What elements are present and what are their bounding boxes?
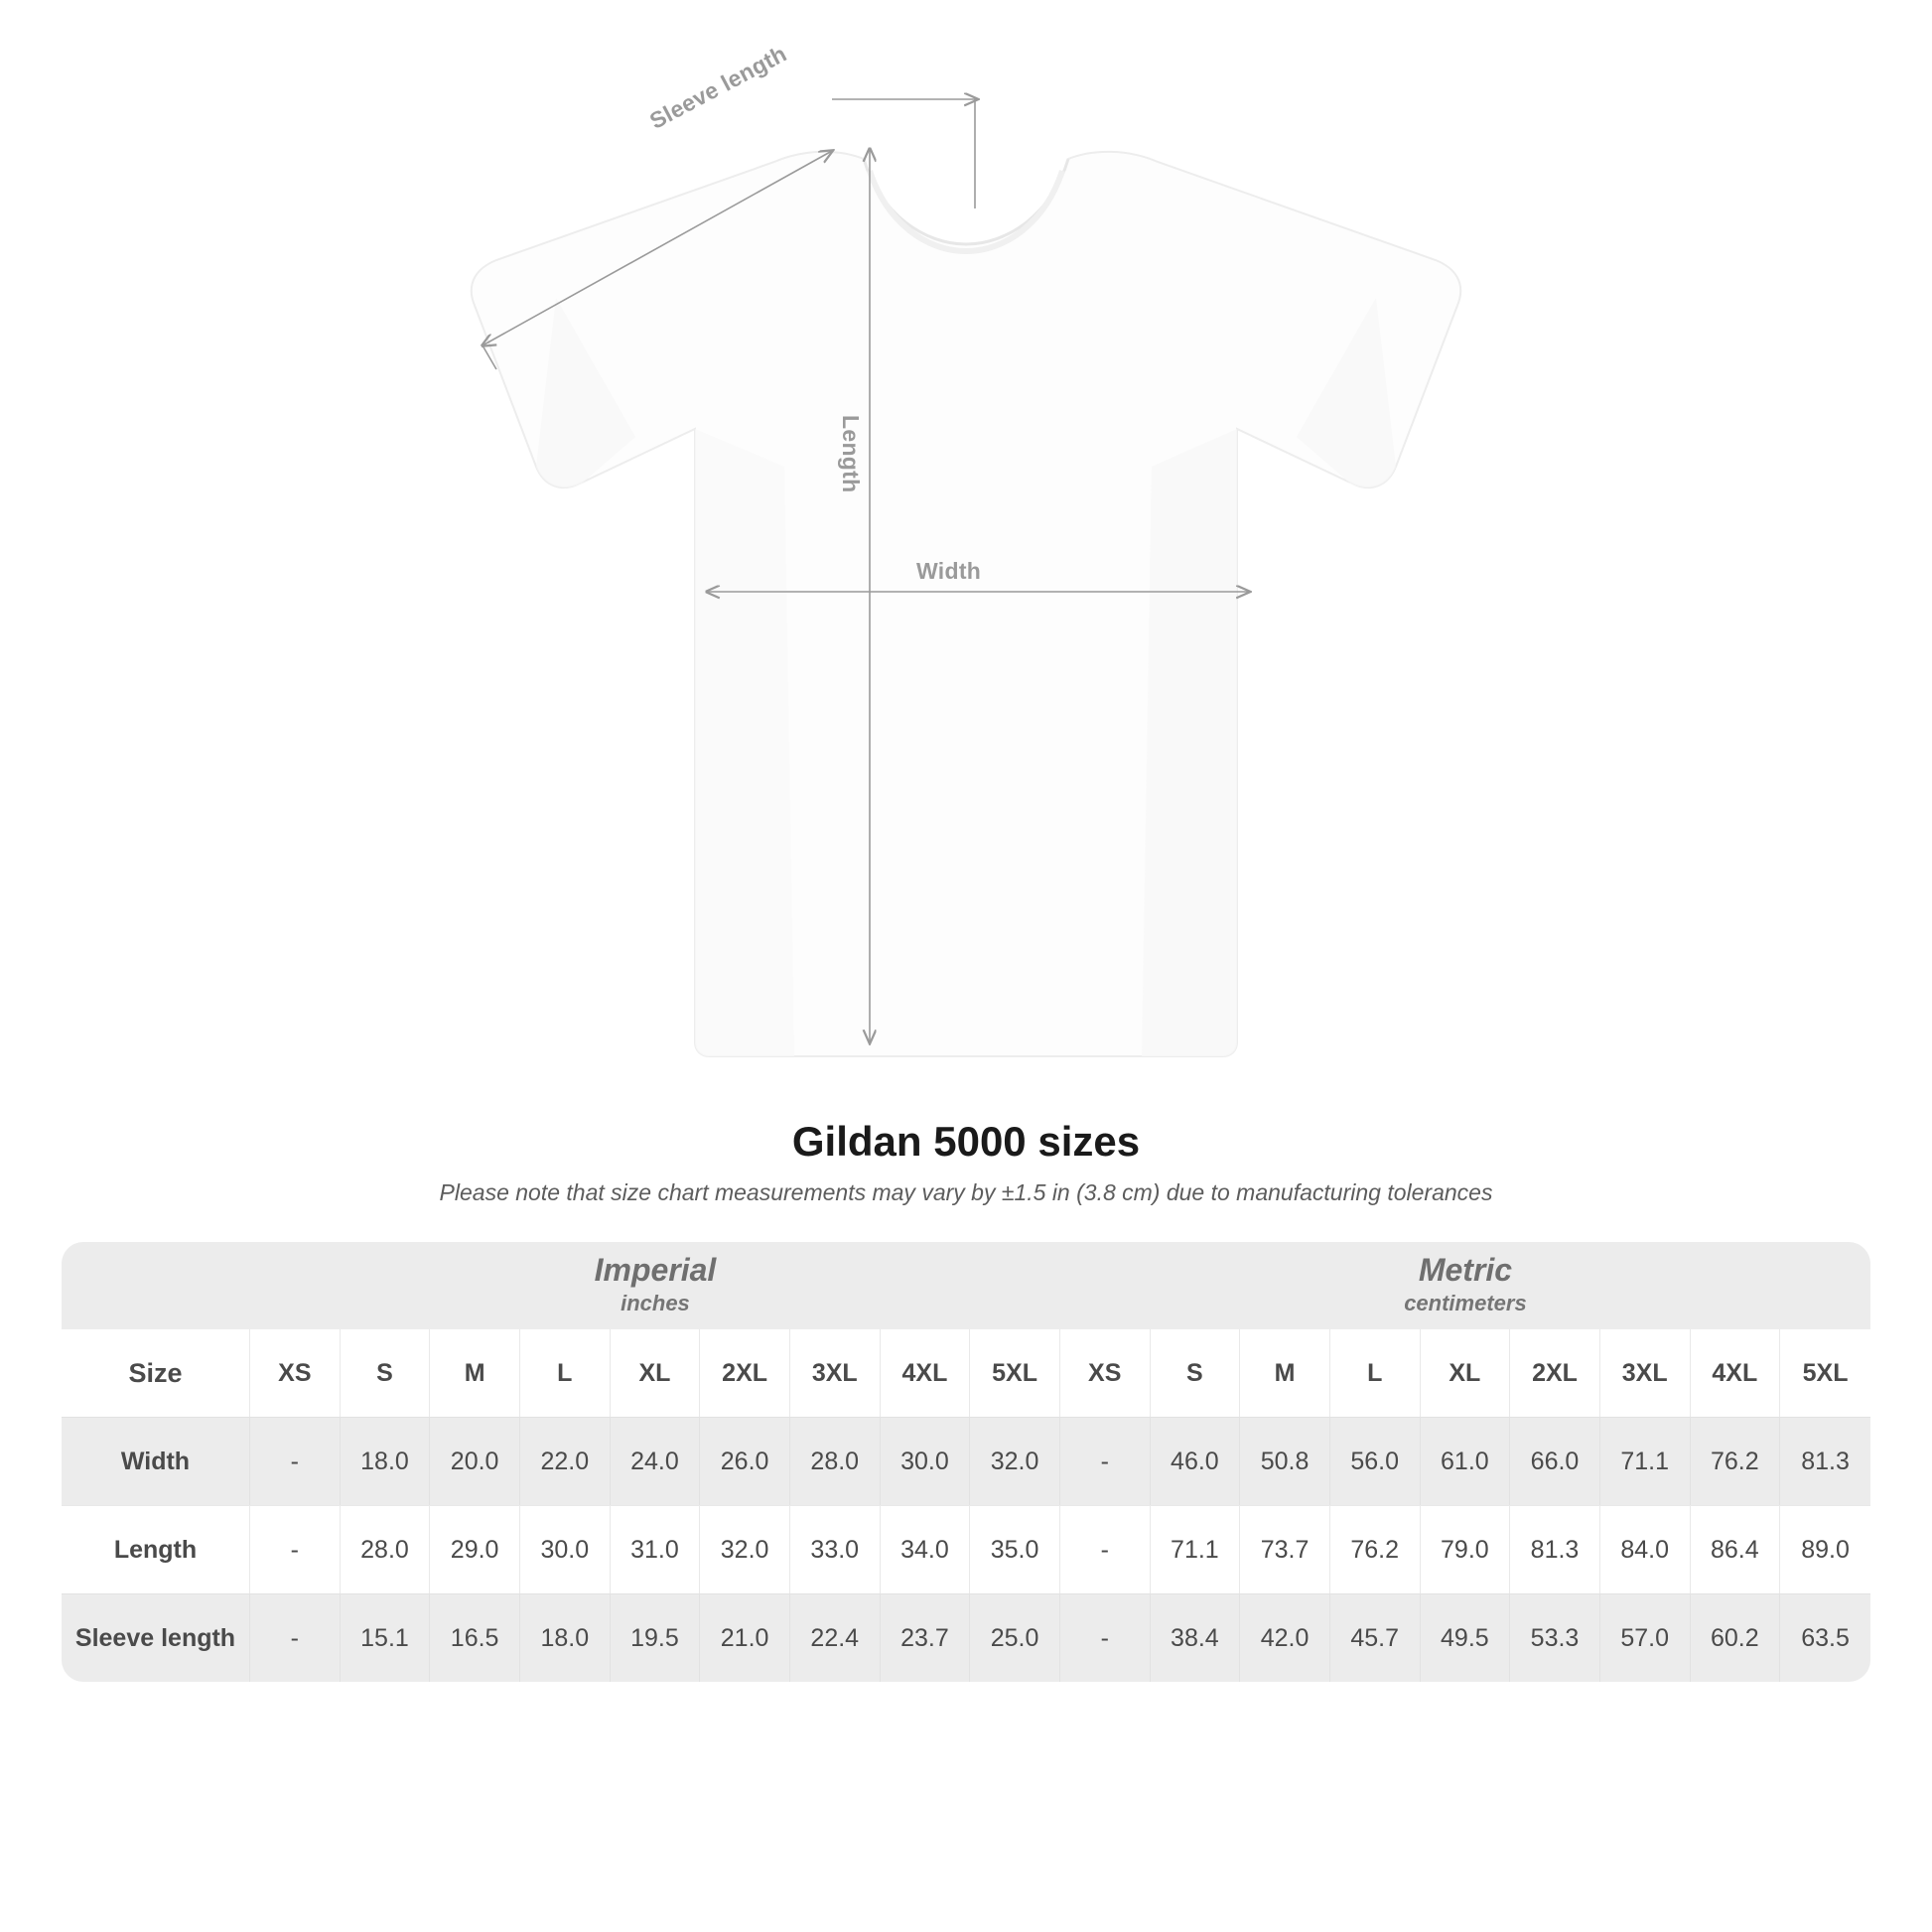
unit-sub-imperial: inches [621, 1291, 690, 1315]
cell-sleeve-imperial-3xl: 22.4 [790, 1593, 881, 1682]
cell-width-metric-4xl: 76.2 [1691, 1417, 1781, 1505]
cell-sleeve-imperial-xs: - [250, 1593, 341, 1682]
cell-width-metric-2xl: 66.0 [1510, 1417, 1600, 1505]
cell-sleeve-metric-4xl: 60.2 [1691, 1593, 1781, 1682]
column-header-imperial-xl: XL [611, 1329, 701, 1417]
cell-sleeve-metric-l: 45.7 [1330, 1593, 1421, 1682]
unit-name-imperial: Imperial [594, 1252, 717, 1289]
column-header-metric-l: L [1330, 1329, 1421, 1417]
cell-length-metric-3xl: 84.0 [1600, 1505, 1691, 1593]
title-block [0, 1118, 1932, 1206]
cell-width-metric-xs: - [1060, 1417, 1151, 1505]
cell-length-imperial-l: 30.0 [520, 1505, 611, 1593]
width-label: Width [916, 558, 982, 584]
column-header-imperial-2xl: 2XL [700, 1329, 790, 1417]
cell-width-imperial-xs: - [250, 1417, 341, 1505]
cell-width-imperial-5xl: 32.0 [970, 1417, 1060, 1505]
size-header-row [62, 1329, 1870, 1417]
cell-width-metric-xl: 61.0 [1421, 1417, 1511, 1505]
cell-length-imperial-4xl: 34.0 [881, 1505, 971, 1593]
cell-width-imperial-l: 22.0 [520, 1417, 611, 1505]
cell-width-imperial-m: 20.0 [430, 1417, 520, 1505]
column-header-imperial-s: S [341, 1329, 431, 1417]
cell-width-metric-s: 46.0 [1151, 1417, 1241, 1505]
cell-length-metric-4xl: 86.4 [1691, 1505, 1781, 1593]
cell-length-imperial-2xl: 32.0 [700, 1505, 790, 1593]
cell-length-imperial-s: 28.0 [341, 1505, 431, 1593]
table-row [62, 1417, 1870, 1505]
cell-length-metric-s: 71.1 [1151, 1505, 1241, 1593]
cell-length-metric-m: 73.7 [1240, 1505, 1330, 1593]
tshirt-shape [472, 152, 1460, 1056]
cell-length-metric-xl: 79.0 [1421, 1505, 1511, 1593]
cell-sleeve-imperial-xl: 19.5 [611, 1593, 701, 1682]
cell-sleeve-imperial-m: 16.5 [430, 1593, 520, 1682]
size-table [62, 1242, 1870, 1682]
column-header-metric-m: M [1240, 1329, 1330, 1417]
unit-header-spacer [62, 1242, 250, 1329]
cell-width-imperial-xl: 24.0 [611, 1417, 701, 1505]
cell-length-metric-l: 76.2 [1330, 1505, 1421, 1593]
column-header-metric-2xl: 2XL [1510, 1329, 1600, 1417]
cell-sleeve-metric-5xl: 63.5 [1780, 1593, 1870, 1682]
column-header-size: Size [62, 1329, 250, 1417]
cell-sleeve-imperial-s: 15.1 [341, 1593, 431, 1682]
cell-width-imperial-2xl: 26.0 [700, 1417, 790, 1505]
cell-sleeve-metric-m: 42.0 [1240, 1593, 1330, 1682]
column-header-metric-xl: XL [1421, 1329, 1511, 1417]
cell-sleeve-metric-s: 38.4 [1151, 1593, 1241, 1682]
unit-header-row [62, 1242, 1870, 1329]
cell-length-metric-2xl: 81.3 [1510, 1505, 1600, 1593]
cell-length-imperial-5xl: 35.0 [970, 1505, 1060, 1593]
cell-width-metric-m: 50.8 [1240, 1417, 1330, 1505]
cell-length-imperial-m: 29.0 [430, 1505, 520, 1593]
chart-title: Gildan 5000 sizes [791, 1118, 1141, 1165]
cell-sleeve-imperial-4xl: 23.7 [881, 1593, 971, 1682]
cell-width-imperial-4xl: 30.0 [881, 1417, 971, 1505]
cell-sleeve-imperial-5xl: 25.0 [970, 1593, 1060, 1682]
chart-note: Please note that size chart measurements may vary by ±1.5 in (3.8 cm) due to manufacturing tolerances [439, 1179, 1493, 1205]
column-header-metric-4xl: 4XL [1691, 1329, 1781, 1417]
unit-header-imperial [250, 1242, 1060, 1329]
length-label: Length [838, 415, 864, 493]
cell-sleeve-imperial-2xl: 21.0 [700, 1593, 790, 1682]
unit-name-metric: Metric [1418, 1252, 1513, 1289]
column-header-metric-3xl: 3XL [1600, 1329, 1691, 1417]
column-header-imperial-l: L [520, 1329, 611, 1417]
cell-sleeve-imperial-l: 18.0 [520, 1593, 611, 1682]
cell-width-metric-3xl: 71.1 [1600, 1417, 1691, 1505]
column-header-imperial-m: M [430, 1329, 520, 1417]
cell-length-imperial-xs: - [250, 1505, 341, 1593]
column-header-metric-s: S [1151, 1329, 1241, 1417]
column-header-metric-5xl: 5XL [1780, 1329, 1870, 1417]
unit-sub-metric: centimeters [1404, 1291, 1527, 1315]
cell-length-imperial-xl: 31.0 [611, 1505, 701, 1593]
cell-sleeve-metric-2xl: 53.3 [1510, 1593, 1600, 1682]
column-header-metric-xs: XS [1060, 1329, 1151, 1417]
cell-sleeve-metric-3xl: 57.0 [1600, 1593, 1691, 1682]
table-row [62, 1593, 1870, 1682]
cell-width-metric-5xl: 81.3 [1780, 1417, 1870, 1505]
column-header-imperial-3xl: 3XL [790, 1329, 881, 1417]
cell-width-imperial-3xl: 28.0 [790, 1417, 881, 1505]
table-row [62, 1505, 1870, 1593]
row-label-sleeve-length: Sleeve length [62, 1593, 250, 1682]
cell-length-metric-xs: - [1060, 1505, 1151, 1593]
cell-width-imperial-s: 18.0 [341, 1417, 431, 1505]
column-header-imperial-5xl: 5XL [970, 1329, 1060, 1417]
cell-width-metric-l: 56.0 [1330, 1417, 1421, 1505]
row-label-length: Length [62, 1505, 250, 1593]
column-header-imperial-4xl: 4XL [881, 1329, 971, 1417]
cell-sleeve-metric-xs: - [1060, 1593, 1151, 1682]
cell-length-imperial-3xl: 33.0 [790, 1505, 881, 1593]
column-header-imperial-xs: XS [250, 1329, 341, 1417]
size-table-wrap [62, 1242, 1870, 1682]
cell-sleeve-metric-xl: 49.5 [1421, 1593, 1511, 1682]
unit-header-metric [1060, 1242, 1870, 1329]
cell-length-metric-5xl: 89.0 [1780, 1505, 1870, 1593]
row-label-width: Width [62, 1417, 250, 1505]
sleeve-length-label: Sleeve length [645, 40, 791, 134]
